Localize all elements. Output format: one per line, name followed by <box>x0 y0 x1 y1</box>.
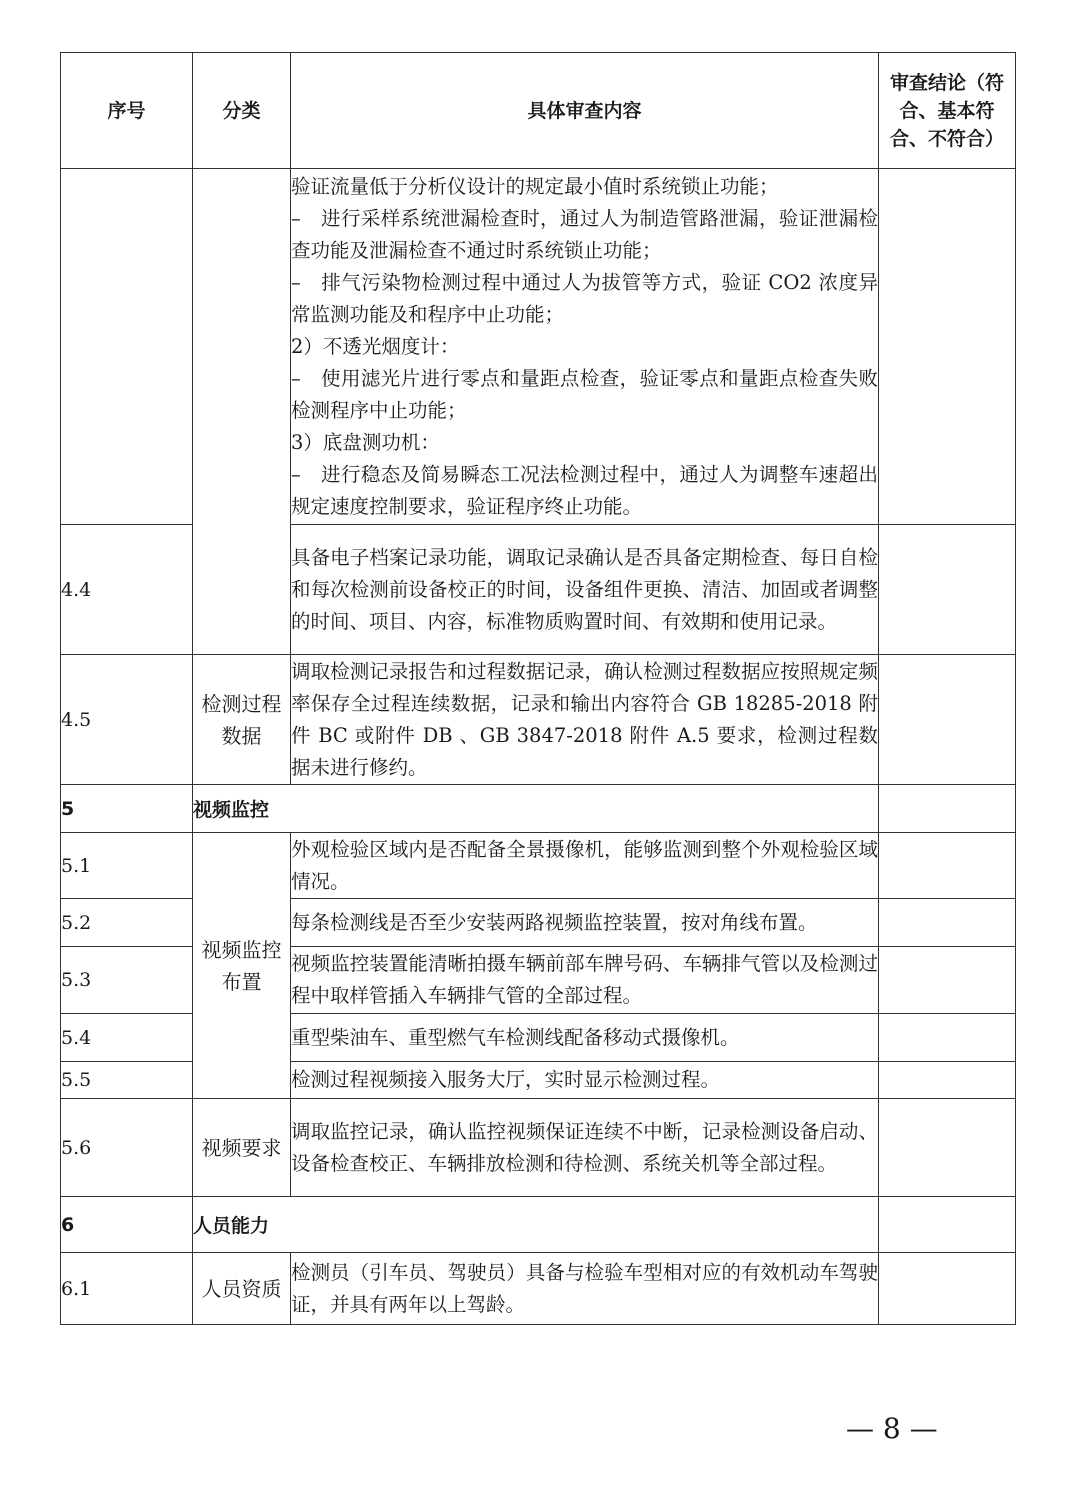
table-row <box>61 169 1016 525</box>
row-result-cell[interactable] <box>879 525 1016 655</box>
row-result-cell[interactable] <box>879 169 1016 525</box>
content-line: – 使用滤光片进行零点和量距点检查，验证零点和量距点检查失败检测程序中止功能； <box>291 366 878 422</box>
content-line: 验证流量低于分析仪设计的规定最小值时系统锁止功能； <box>291 174 779 198</box>
section-title: 人员能力 <box>193 1197 879 1253</box>
page-number: — 8 — <box>846 1412 938 1445</box>
row-category: 人员资质 <box>193 1253 291 1325</box>
table-row <box>61 1253 1016 1325</box>
table-row <box>61 1099 1016 1197</box>
row-content: 调取检测记录报告和过程数据记录，确认检测过程数据应按照规定频率保存全过程连续数据，记录和输出内容符合 GB 18285-2018 附件 BC 或附件 DB 、GB 3847-2018 附件 A.5 要求，检测过程数据未进行修约。 <box>291 655 879 785</box>
row-number: 5.2 <box>61 899 193 947</box>
table-row <box>61 833 1016 899</box>
content-line: 2）不透光烟度计： <box>291 334 460 358</box>
row-category-empty <box>193 169 291 655</box>
row-result-cell[interactable] <box>879 1253 1016 1325</box>
content-line: – 进行采样系统泄漏检查时，通过人为制造管路泄漏，验证泄漏检查功能及泄漏检查不通过时系统锁止功能； <box>291 206 878 262</box>
review-table <box>60 52 1016 1325</box>
row-result-cell[interactable] <box>879 833 1016 899</box>
header-category: 分类 <box>193 53 291 169</box>
row-content: 检测过程视频接入服务大厅，实时显示检测过程。 <box>291 1062 879 1099</box>
row-category: 视频要求 <box>193 1099 291 1197</box>
header-content: 具体审查内容 <box>291 53 879 169</box>
content-line: – 排气污染物检测过程中通过人为拔管等方式，验证 CO2 浓度异常监测功能及和程序中止功能； <box>291 270 878 326</box>
row-number: 5.3 <box>61 947 193 1014</box>
row-number: 4.4 <box>61 525 193 655</box>
row-content: 调取监控记录，确认监控视频保证连续不中断，记录检测设备启动、设备检查校正、车辆排放检测和待检测、系统关机等全部过程。 <box>291 1099 879 1197</box>
row-content: 重型柴油车、重型燃气车检测线配备移动式摄像机。 <box>291 1014 879 1062</box>
row-result-cell[interactable] <box>879 947 1016 1014</box>
row-number: 5.5 <box>61 1062 193 1099</box>
row-number-empty <box>61 169 193 525</box>
row-content: 具备电子档案记录功能，调取记录确认是否具备定期检查、每日自检和每次检测前设备校正的时间，设备组件更换、清洁、加固或者调整的时间、项目、内容，标准物质购置时间、有效期和使用记录。 <box>291 525 879 655</box>
row-category: 视频监控布置 <box>193 833 291 1099</box>
row-content: 视频监控装置能清晰拍摄车辆前部车牌号码、车辆排气管以及检测过程中取样管插入车辆排气管的全部过程。 <box>291 947 879 1014</box>
content-line: – 进行稳态及简易瞬态工况法检测过程中，通过人为调整车速超出规定速度控制要求，验证程序终止功能。 <box>291 462 878 518</box>
table-row <box>61 655 1016 785</box>
row-category: 检测过程数据 <box>193 655 291 785</box>
row-content-continued <box>291 169 879 525</box>
header-result <box>879 53 1016 169</box>
row-result-cell[interactable] <box>879 1062 1016 1099</box>
row-content: 每条检测线是否至少安装两路视频监控装置，按对角线布置。 <box>291 899 879 947</box>
row-result-cell[interactable] <box>879 655 1016 785</box>
section-number: 6 <box>61 1197 193 1253</box>
row-content: 检测员（引车员、驾驶员）具备与检验车型相对应的有效机动车驾驶证，并具有两年以上驾龄。 <box>291 1253 879 1325</box>
row-result-cell[interactable] <box>879 1014 1016 1062</box>
section-title: 视频监控 <box>193 785 879 833</box>
section-row <box>61 1197 1016 1253</box>
row-number: 5.1 <box>61 833 193 899</box>
row-result-cell[interactable] <box>879 1099 1016 1197</box>
row-result-cell[interactable] <box>879 899 1016 947</box>
table-header-row <box>61 53 1016 169</box>
section-row <box>61 785 1016 833</box>
row-result-cell[interactable] <box>879 1197 1016 1253</box>
content-line: 3）底盘测功机： <box>291 430 440 454</box>
row-number: 5.6 <box>61 1099 193 1197</box>
section-number: 5 <box>61 785 193 833</box>
row-number: 6.1 <box>61 1253 193 1325</box>
row-content: 外观检验区域内是否配备全景摄像机，能够监测到整个外观检验区域情况。 <box>291 833 879 899</box>
header-number: 序号 <box>61 53 193 169</box>
header-result-label: 审查结论（符合、基本符合、不符合） <box>889 71 1004 150</box>
row-number: 4.5 <box>61 655 193 785</box>
row-result-cell[interactable] <box>879 785 1016 833</box>
row-number: 5.4 <box>61 1014 193 1062</box>
